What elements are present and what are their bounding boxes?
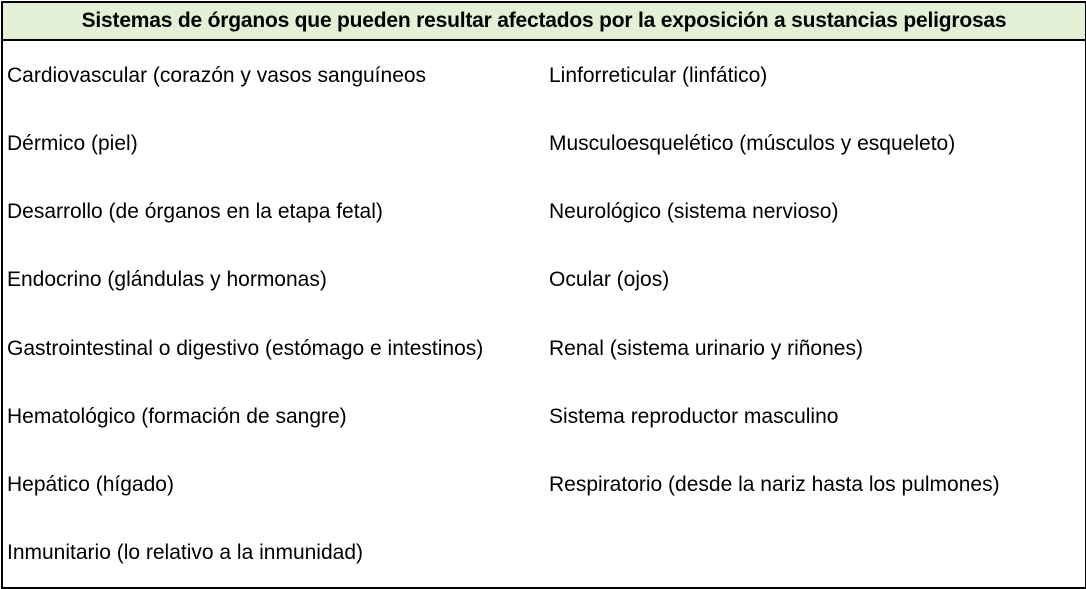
table-cell: Renal (sistema urinario y riñones): [549, 336, 863, 360]
table-cell: Inmunitario (lo relativo a la inmunidad): [7, 540, 364, 564]
table-cell: Hepático (hígado): [7, 472, 174, 496]
table-cell: Sistema reproductor masculino: [549, 405, 839, 428]
table-cell: Endocrino (glándulas y hormonas): [7, 267, 327, 291]
table-cell: [544, 518, 1085, 586]
table-cell: Desarrollo (de órganos en la etapa fetal): [7, 199, 383, 223]
table-cell: Cardiovascular (corazón y vasos sanguíneos: [7, 63, 427, 87]
table-cell: Dérmico (piel): [7, 131, 138, 155]
table-cell: Ocular (ojos): [549, 267, 670, 291]
table-title: Sistemas de órganos que pueden resultar afectados por la exposición a sustancias peligrosas: [3, 3, 1085, 41]
table-cell: Musculoesquelético (músculos y esqueleto): [549, 131, 956, 155]
table-body: [3, 41, 1085, 586]
organ-systems-table: [1, 1, 1086, 589]
table-cell: Neurológico (sistema nervioso): [549, 199, 839, 223]
table-cell: Gastrointestinal o digestivo (estómago e intestinos): [7, 336, 484, 360]
table-cell: Linforreticular (linfático): [549, 63, 768, 87]
table-cell: Respiratorio (desde la nariz hasta los pulmones): [549, 472, 1000, 496]
table-cell: Hematológico (formación de sangre): [7, 405, 347, 428]
